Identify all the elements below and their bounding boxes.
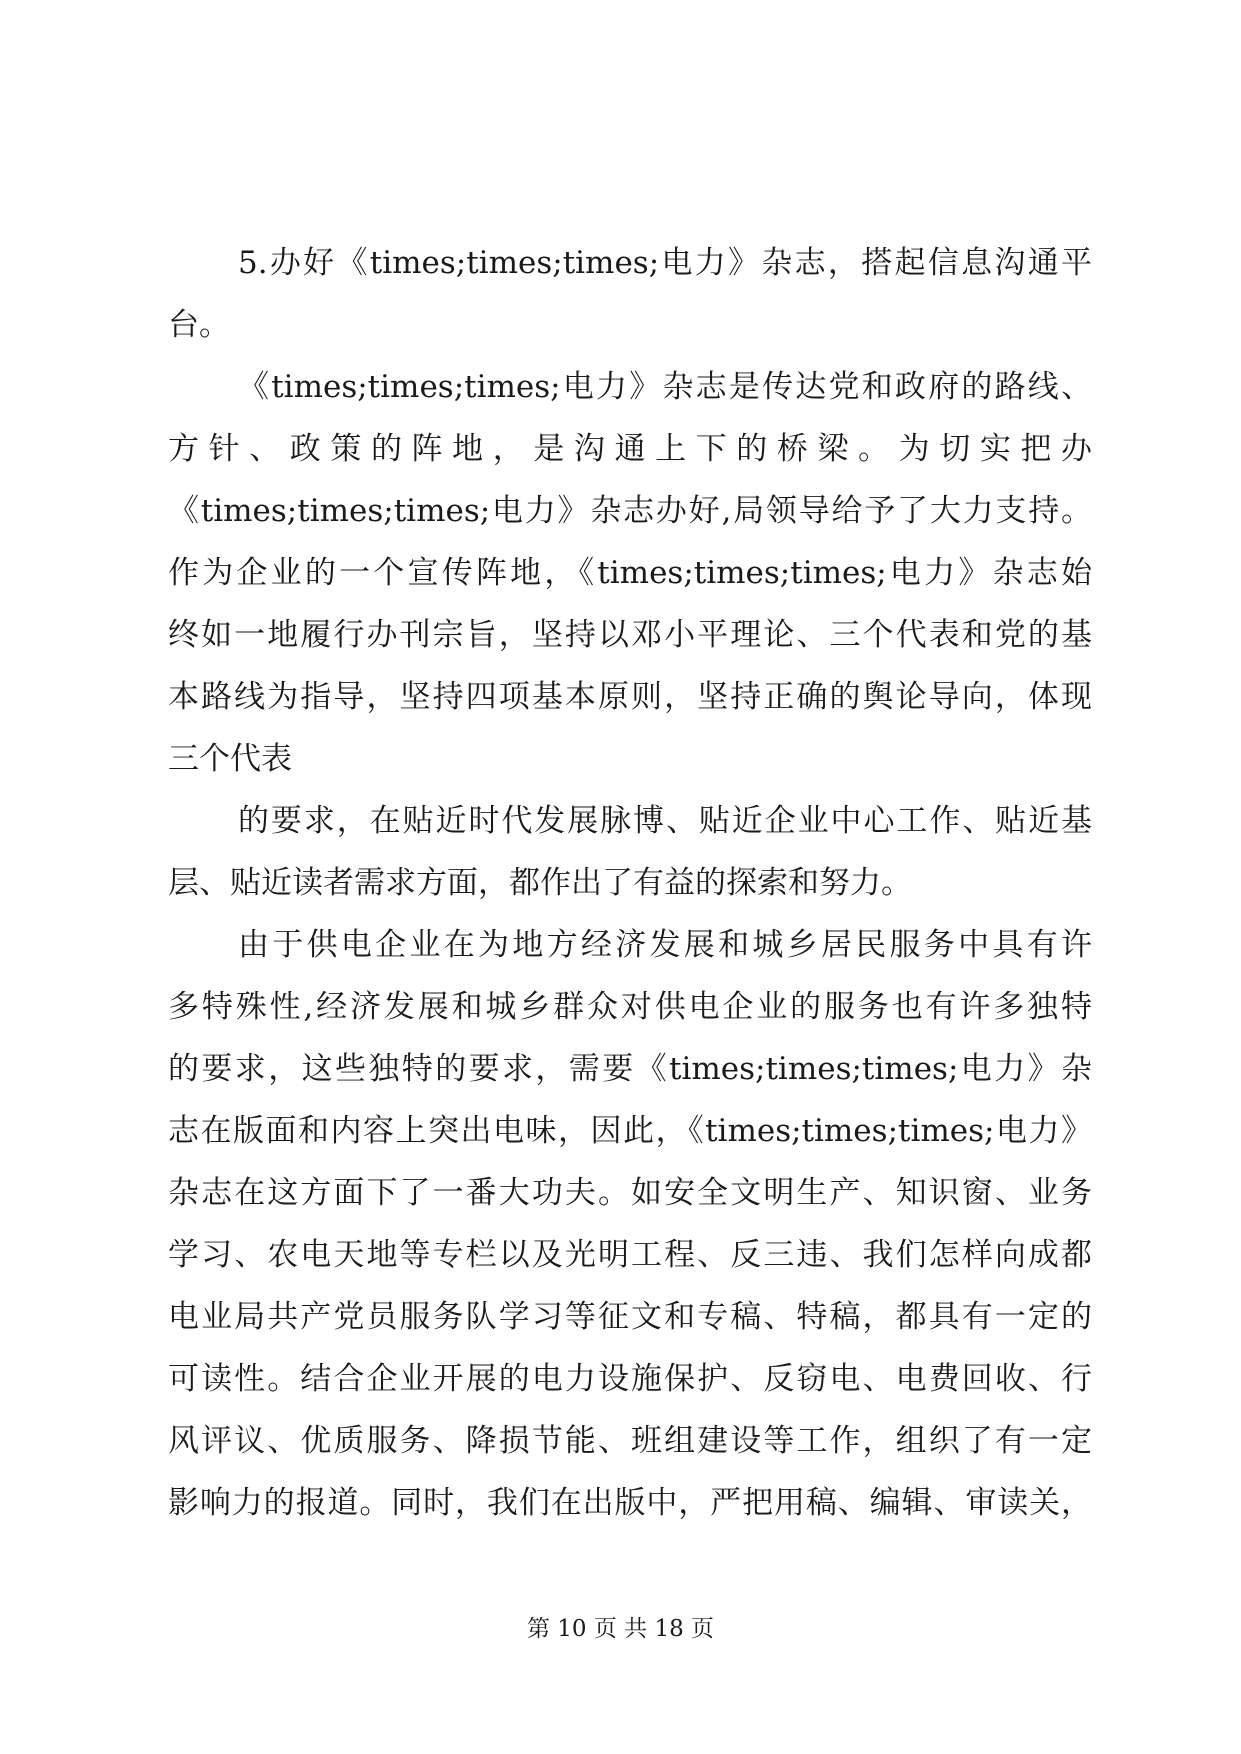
text-line: 风评议、优质服务、降损节能、班组建设等工作，组织了有一定 xyxy=(168,1423,1092,1459)
text-line: 志在版面和内容上突出电味，因此，《times;times;times;电力》 xyxy=(168,1113,1092,1149)
text-line: 三个代表 xyxy=(168,741,292,777)
text-line: 学习、农电天地等专栏以及光明工程、反三违、我们怎样向成都 xyxy=(168,1237,1092,1273)
text-line: 层、贴近读者需求方面，都作出了有益的探索和努力。 xyxy=(168,865,912,901)
text-line: 多特殊性,经济发展和城乡群众对供电企业的服务也有许多独特 xyxy=(168,989,1092,1025)
text-line: 的要求，这些独特的要求，需要《times;times;times;电力》杂 xyxy=(168,1051,1092,1087)
text-line: 终如一地履行办刊宗旨，坚持以邓小平理论、三个代表和党的基 xyxy=(168,617,1092,653)
text-line: 由于供电企业在为地方经济发展和城乡居民服务中具有许 xyxy=(238,927,1092,963)
page-footer: 第 10 页 共 18 页 xyxy=(526,1616,715,1642)
text-line: 《times;times;times;电力》杂志办好,局领导给予了大力支持。 xyxy=(168,493,1092,529)
text-line: 5.办好《times;times;times;电力》杂志，搭起信息沟通平 xyxy=(238,245,1092,281)
text-line: 《times;times;times;电力》杂志是传达党和政府的路线、 xyxy=(238,369,1092,405)
text-line: 作为企业的一个宣传阵地，《times;times;times;电力》杂志始 xyxy=(168,555,1092,591)
text-line: 台。 xyxy=(168,307,230,343)
text-line: 可读性。结合企业开展的电力设施保护、反窃电、电费回收、行 xyxy=(168,1361,1092,1397)
text-line: 的要求，在贴近时代发展脉博、贴近企业中心工作、贴近基 xyxy=(238,803,1092,839)
document-body xyxy=(168,232,1092,1534)
text-line: 电业局共产党员服务队学习等征文和专稿、特稿，都具有一定的 xyxy=(168,1299,1092,1335)
text-line: 本路线为指导，坚持四项基本原则，坚持正确的舆论导向，体现 xyxy=(168,679,1092,715)
text-line: 杂志在这方面下了一番大功夫。如安全文明生产、知识窗、业务 xyxy=(168,1175,1092,1211)
text-line: 影响力的报道。同时，我们在出版中，严把用稿、编辑、审读关， xyxy=(168,1485,1092,1521)
text-line: 方针、政策的阵地，是沟通上下的桥梁。为切实把办 xyxy=(168,431,1092,467)
